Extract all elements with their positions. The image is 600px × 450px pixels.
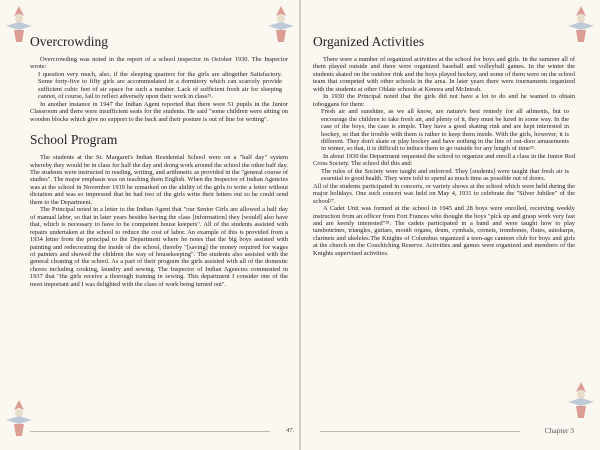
activities-paragraph: In about 1930 the Department requested the school to organize and enroll a class in the Junior Red Cross Society. The school did this and: bbox=[313, 152, 575, 168]
page-number: 47. bbox=[285, 427, 295, 434]
overcrowding-paragraph: Overcrowding was noted in the report of a school inspector in October 1930. The Inspector wrote: bbox=[30, 56, 288, 71]
activities-paragraph: There were a number of organized activities at the school for boys and girls. In the summer all of them played outside and there were organized baseball and volleyball games. In the winter the students skated on the outdoor rink and the boys played hockey, and some of them were on the school team that competed with other schools in the area. In later years there were tournaments organized with the students at other Oblate schools at Kenora and McIntosh. bbox=[313, 56, 575, 93]
school-program-paragraph: The Principal noted in a letter to the Indian Agent that "our Senior Girls are allowed a half day of manual labor, so that in later years besides having the class [information] they [would] also have that, which is necessary to have to be competent house keepers". All of the students assisted with repairs undertaken at the school to reduce the cost of labor. An example of this is provided from a 1934 letter from the principal to the Department where he notes that the big boys assisted with painting and redecorating the inside of the school, thereby "[saving] the money required for wages of painters and showed the children the way of housekeeping". The students also assisted with the general cleaning of the school. As a part of their program the girls assisted with all of the domestic chores including cooking, laundry and sewing. The Inspector of Indian Agencies commented in 1937 that "the girls receive a thorough training in sewing. This department I consider one of the most important and I was delighted with the class of work being turned out". bbox=[30, 206, 288, 288]
inspector-quote: I question very much, also, if the sleeping quarters for the girls are altogether Satisfactory. Some forty-five to fifty girls are accommodated in a dormitory which can scarcely provide sufficient cubic feet of air space for such a number. Lack of sufficient fresh air for sleeping cannot, of course, fail to reflect adversely upon their work in class²⁵. bbox=[38, 70, 282, 101]
page-footer bbox=[0, 426, 600, 442]
red-cross-quote: The rules of the Society were taught and enforced. They [students] were taught that fresh air is essential to good health. They were told to spend as much time as possible out of doors. bbox=[321, 167, 569, 183]
footer-rule-left bbox=[30, 431, 270, 432]
footer-rule-right bbox=[320, 431, 520, 432]
activities-paragraph: All of the students participated in concerts, or variety shows at the school which were held during the major holidays. One such concert was held on May 4, 1931 to celebrate the "Silver Jubilee" of the school²⁷. bbox=[313, 182, 575, 205]
principal-quote: Fresh air and sunshine, as we all know, are nature's best remedy for all ailments, but to encourage the children to take fresh air, and plenty of it, they must be lured in some way. In the case of the boys, the case is simple. They have a good skating rink and are kept interested in hockey, so that the trouble with them is rather to keep them inside. With the girls, however, it is different. They don't skate or play hockey and have nothing in the line of out-door amusements in winter, so that, it is difficult to induce them to go outside for any length of time²⁶. bbox=[321, 108, 569, 153]
left-column bbox=[30, 34, 288, 288]
emblem-bottom-right-icon bbox=[564, 380, 598, 420]
heading-organized-activities: Organized Activities bbox=[313, 34, 425, 49]
overcrowding-paragraph: In another instance in 1947 the Indian Agent reported that there were 51 pupils in the Junior Classroom and there were insufficient seats for the students. He said "some children were sitting on wooden blocks which give no support to the back and their posture is out of line for writing". bbox=[30, 100, 288, 123]
right-column bbox=[313, 34, 575, 257]
page-fold bbox=[299, 0, 301, 450]
activities-paragraph: A Cadet Unit was formed at the school in 1945 and 28 boys were enrolled, receiving weekly instruction from an officer from Fort Frances who thought the boys "pick up and grasp work very fast and are keenly interested"²⁸. The cadets participated in a band and were taught how to play tambourines, triangles, guitars, mouth organs, drum, cymbals, cornets, trombones, flutes, autoharps, clarinets and ukeleles.The Knights of Columbus organized a teen-age canteen club for boys and girls at the church on the Couchiching Reserve. Activities and games were organized and members of the Knights supervised activities. bbox=[313, 205, 575, 257]
chapter-label: Chapter 3 bbox=[544, 426, 574, 435]
school-program-paragraph: The students at the St. Margaret's Indian Residential School were on a "half day" system whereby they would be in class for half the day and doing work around the school the other half day. The students were instructed in reading, writing, and arithmetic as provided in the "general course of studies". The major emphasis was on teaching them English. When the Inspector of Indian Agencies was at the school in November 1919 he remarked on the ability of the girls to write a letter without dictation and was so impressed that he had two of the girls write their letters out so he could send them to the Department. bbox=[30, 154, 288, 206]
heading-school-program: School Program bbox=[30, 132, 118, 148]
heading-overcrowding: Overcrowding bbox=[30, 34, 108, 49]
activities-paragraph: In 1930 the Principal noted that the girls did not have a lot to do and he wanted to obtain toboggans for them: bbox=[313, 93, 575, 108]
